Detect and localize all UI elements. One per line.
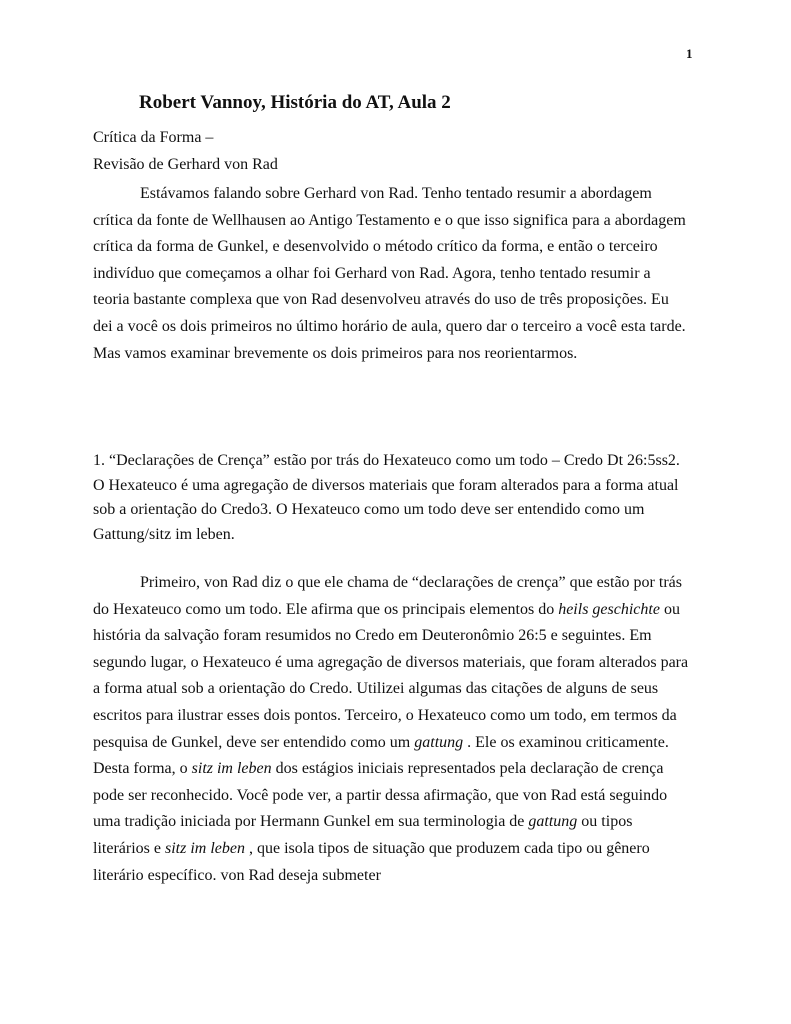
body-text-4: dos estágios iniciais representados pela declaração de crença pode ser reconhecido. Você pode ver, a partir dessa afirmação, que von Rad está seguindo uma tradição iniciada por Hermann Gunkel em sua terminologia de (93, 760, 668, 831)
term-sitz-im-leben-2: sitz im leben (164, 839, 245, 857)
body-text-6: , que isola tipos de situação que produzem cada tipo ou gênero literário específico. von Rad deseja submeter (93, 839, 650, 884)
body-text-3: . Ele os examinou criticamente. Desta forma, o (93, 733, 669, 778)
lecture-title: Robert Vannoy, História do AT, Aula 2 (139, 92, 451, 113)
body-text-5: ou tipos literários e (93, 813, 633, 857)
term-sitz-im-leben: sitz im leben (191, 760, 272, 778)
propositions-outline: 1. “Declarações de Crença” estão por trás do Hexateuco como um todo – Credo Dt 26:5ss2. O Hexateuco é uma agregação de diversos materiais que foram alterados para a forma atual sob a orientação do Credo3. O Hexateuco como um todo deve ser entendido como um Gattung/sitz im leben. (93, 452, 680, 543)
term-gattung-2: gattung (528, 813, 578, 831)
term-heils-geschichte: heils geschichte (558, 600, 660, 618)
term-gattung: gattung (414, 733, 464, 751)
body-text-1: Primeiro, von Rad diz o que ele chama de “declarações de crença” que estão por trás do Hexateuco como um todo. Ele afirma que os principais elementos do (93, 574, 682, 618)
section-heading: Crítica da Forma – (93, 129, 214, 146)
section-subheading: Revisão de Gerhard von Rad (93, 156, 278, 173)
intro-paragraph: Estávamos falando sobre Gerhard von Rad. Tenho tentado resumir a abordagem crítica da fonte de Wellhausen ao Antigo Testamento e o que isso significa para a abordagem crítica da forma de Gunkel, e desenvolvido o método crítico da forma, e então o terceiro indivíduo que começamos a olhar foi Gerhard von Rad. Agora, tenho tentado resumir a teoria bastante complexa que von Rad desenvolveu através do uso de três proposições. Eu dei a você os dois primeiros no último horário de aula, quero dar o terceiro a você esta tarde. Mas vamos examinar brevemente os dois primeiros para nos reorientarmos. (93, 185, 686, 362)
page-number: 1 (686, 46, 693, 61)
body-paragraph (93, 570, 691, 889)
body-text-2: ou história da salvação foram resumidos no Credo em Deuteronômio 26:5 e seguintes. Em segundo lugar, o Hexateuco é uma agregação de diversos materiais, que foram alterados para a forma atual sob a orientação do Credo. Utilizei algumas das citações de alguns de seus escritos para ilustrar esses dois pontos. Terceiro, o Hexateuco como um todo, em termos da pesquisa de Gunkel, deve ser entendido como um (93, 600, 689, 751)
